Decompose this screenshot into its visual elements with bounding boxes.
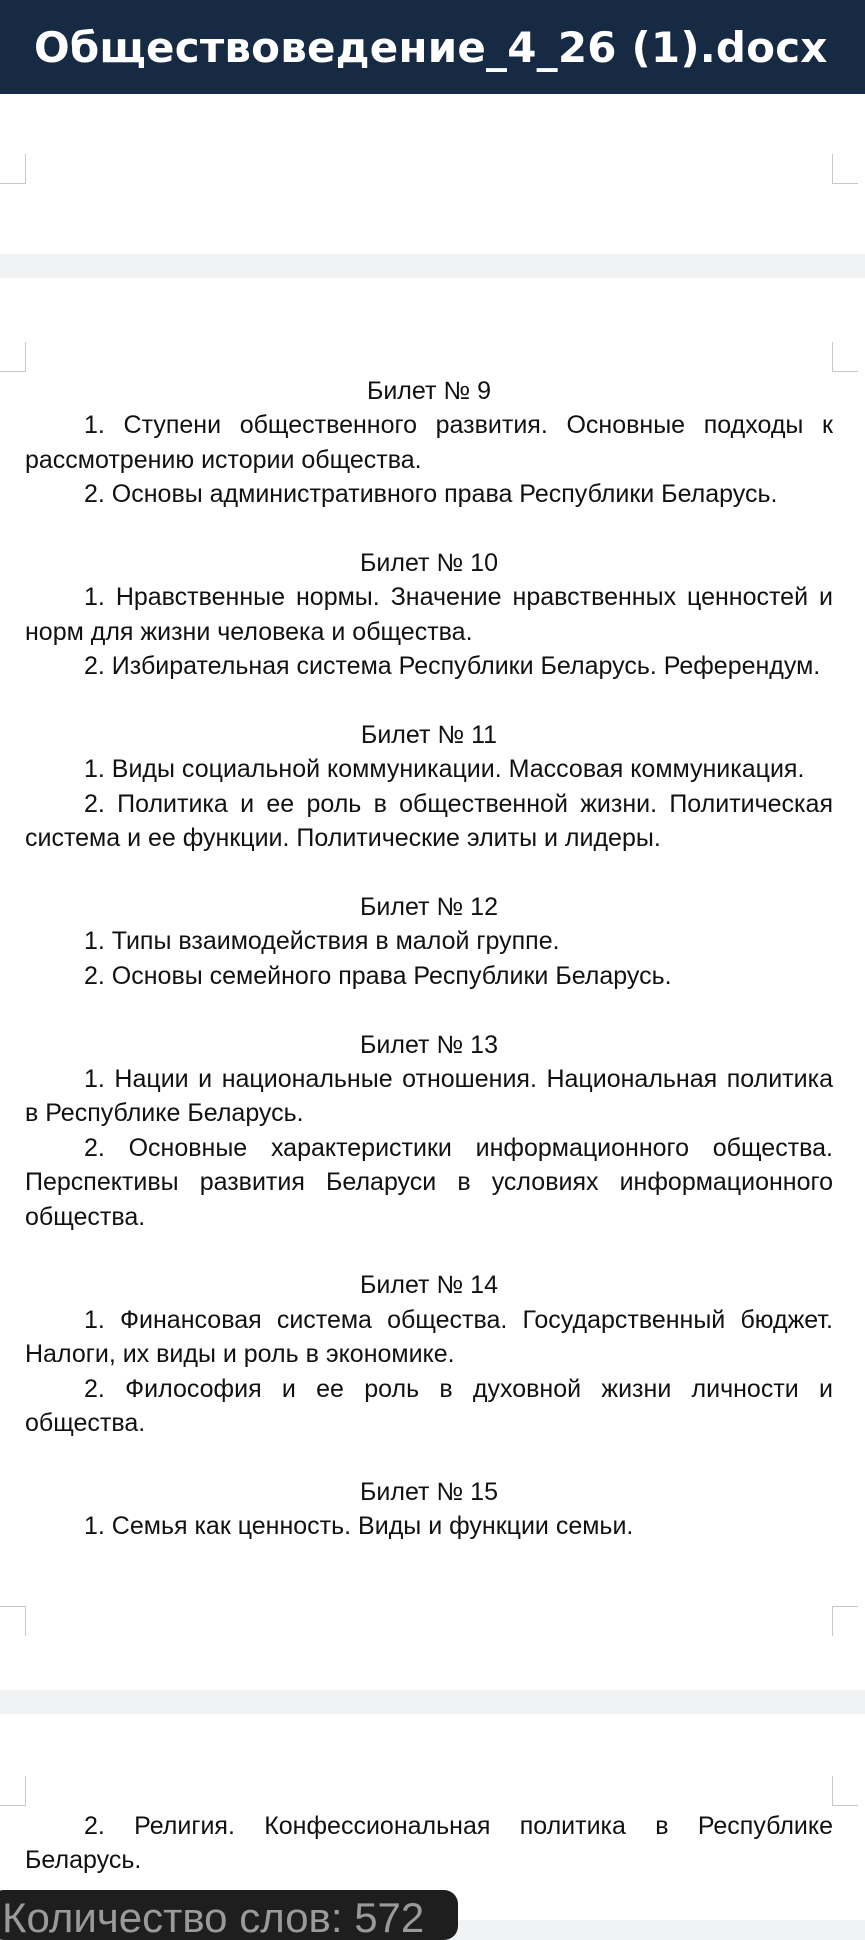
ticket-11 bbox=[25, 718, 833, 856]
ticket-question: 2. Философия и ее роль в духовной жизни личности и общества. bbox=[25, 1374, 833, 1438]
page-corner-mark bbox=[0, 342, 26, 372]
ticket-10 bbox=[25, 546, 833, 684]
ticket-14 bbox=[25, 1268, 833, 1440]
ticket-question: 2. Основные характеристики информационного общества. Перспективы развития Беларуси в условиях информационного общества. bbox=[25, 1133, 833, 1231]
ticket-title: Билет № 13 bbox=[359, 1030, 498, 1059]
ticket-question: 1. Финансовая система общества. Государственный бюджет. Налоги, их виды и роль в экономике. bbox=[25, 1305, 833, 1369]
ticket-9 bbox=[25, 374, 833, 512]
ticket-title: Билет № 10 bbox=[359, 549, 498, 578]
word-count-badge bbox=[0, 1890, 458, 1940]
word-count-label: Количество слов: 572 bbox=[2, 1894, 425, 1940]
ticket-15 bbox=[25, 1475, 833, 1544]
ticket-13 bbox=[25, 1028, 833, 1234]
page-previous bbox=[0, 94, 865, 254]
ticket-12 bbox=[25, 890, 833, 993]
document-body-continued bbox=[25, 1809, 833, 1878]
ticket-question: 1. Типы взаимодействия в малой группе. bbox=[84, 927, 560, 956]
ticket-title: Билет № 11 bbox=[360, 721, 498, 750]
ticket-question: 1. Ступени общественного развития. Основные подходы к рассмотрению истории общества. bbox=[25, 411, 833, 474]
ticket-question: 1. Семья как ценность. Виды и функции семьи. bbox=[84, 1512, 634, 1541]
document-body bbox=[25, 374, 833, 1544]
page-main bbox=[0, 278, 865, 1690]
ticket-question: 2. Избирательная система Республики Беларусь. Референдум. bbox=[84, 652, 821, 681]
ticket-title: Билет № 14 bbox=[359, 1271, 498, 1300]
page-corner-mark bbox=[832, 1606, 858, 1636]
ticket-question: 2. Политика и ее роль в общественной жизни. Политическая система и ее функции. Политические элиты и лидеры. bbox=[25, 789, 833, 853]
ticket-title: Билет № 12 bbox=[359, 893, 498, 922]
ticket-question: 1. Нации и национальные отношения. Национальная политика в Республике Беларусь. bbox=[25, 1065, 833, 1128]
page-corner-mark bbox=[832, 154, 858, 184]
ticket-question: 2. Основы административного права Республики Беларусь. bbox=[84, 480, 778, 509]
ticket-title: Билет № 15 bbox=[359, 1477, 498, 1506]
ticket-title: Билет № 9 bbox=[366, 377, 492, 405]
page-corner-mark bbox=[0, 1776, 26, 1806]
ticket-question: 2. Основы семейного права Республики Беларусь. bbox=[84, 961, 672, 990]
ticket-question: 1. Нравственные нормы. Значение нравственных ценностей и норм для жизни человека и общества. bbox=[25, 583, 833, 646]
ticket-question: 1. Виды социальной коммуникации. Массовая коммуникация. bbox=[84, 755, 805, 784]
page-corner-mark bbox=[0, 1606, 26, 1636]
ticket-question: 2. Религия. Конфессиональная политика в Республике Беларусь. bbox=[25, 1812, 833, 1875]
page-corner-mark bbox=[0, 154, 26, 184]
app-header bbox=[0, 0, 865, 94]
document-title: Обществоведение_4_26 (1).docx bbox=[34, 22, 828, 72]
page-corner-mark bbox=[832, 342, 858, 372]
page-corner-mark bbox=[832, 1776, 858, 1806]
